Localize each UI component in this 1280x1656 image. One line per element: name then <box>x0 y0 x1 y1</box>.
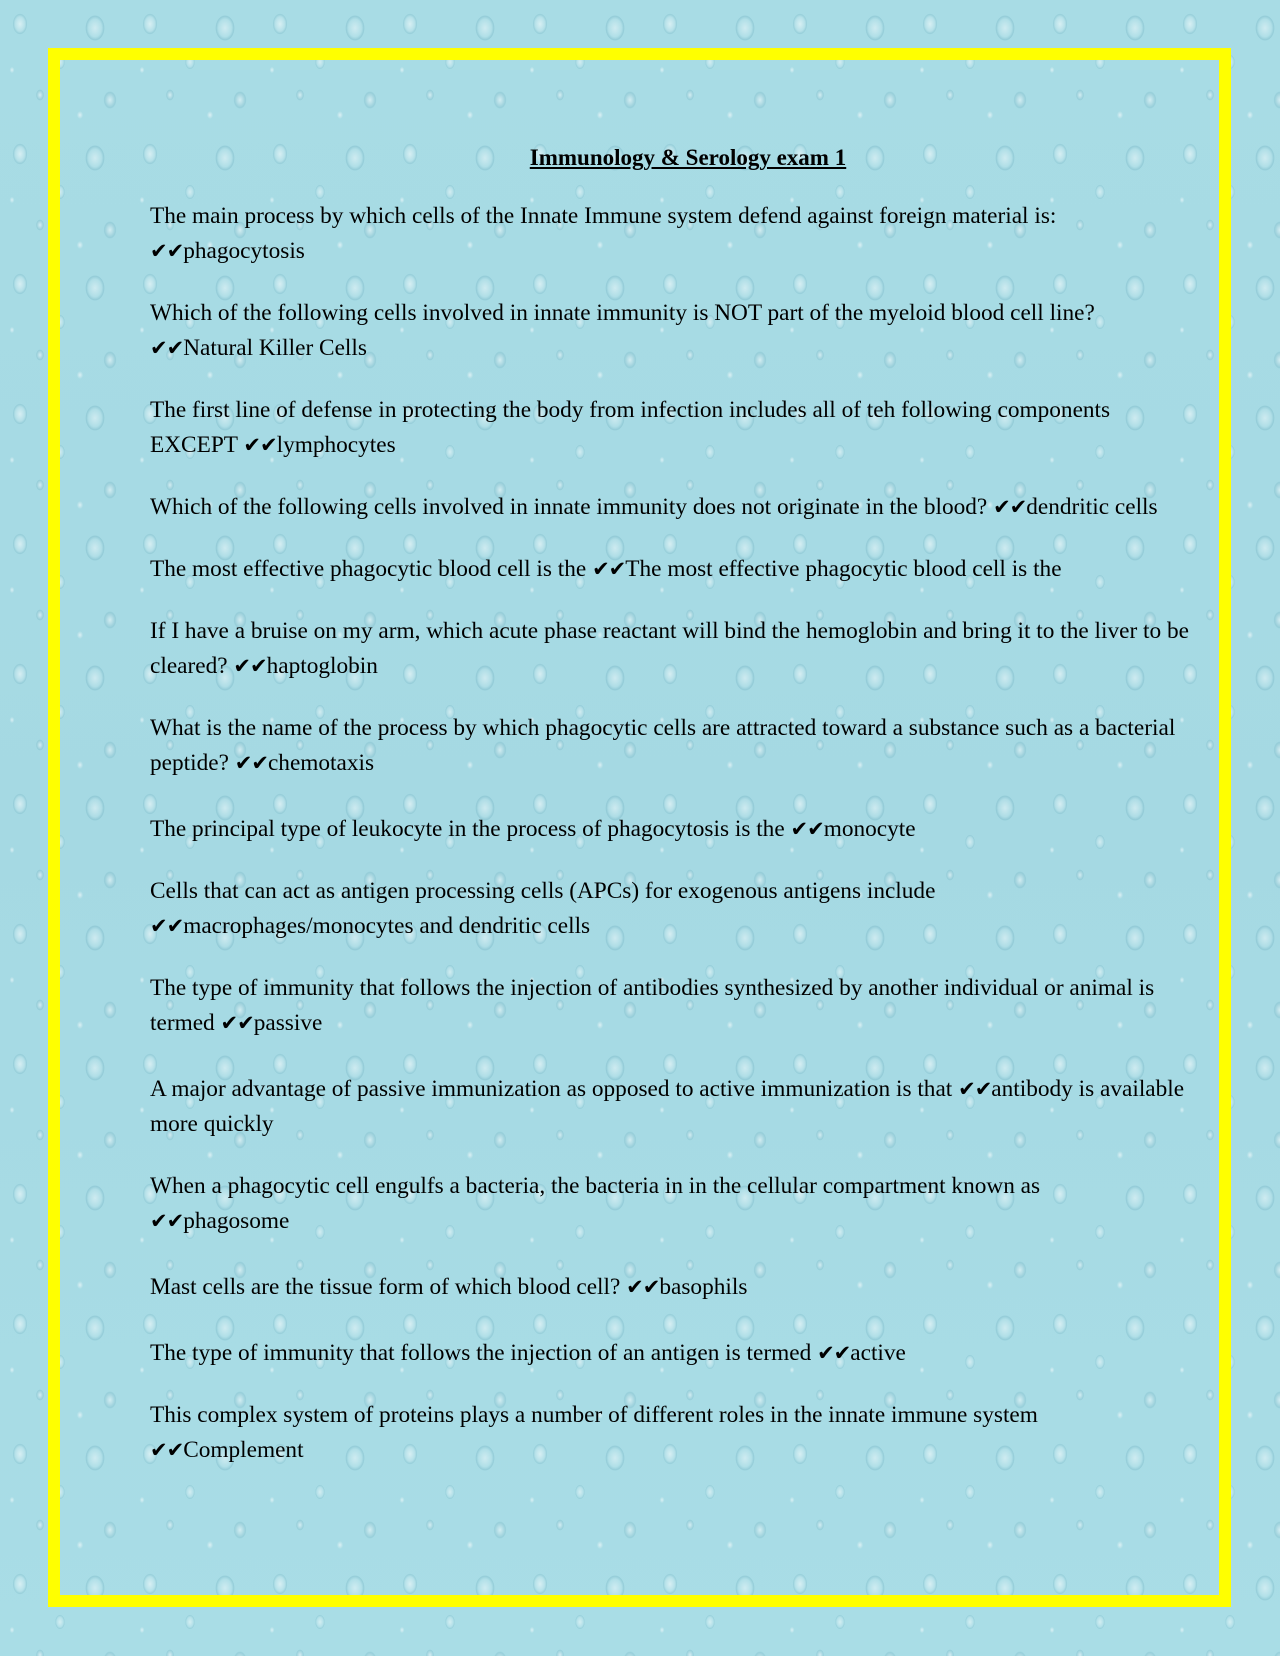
question-text: The type of immunity that follows the injection of an antigen is termed <box>150 1340 812 1366</box>
qa-item <box>150 199 1196 269</box>
answer-text: dendritic cells <box>1026 494 1158 520</box>
qa-item <box>150 971 1196 1041</box>
qa-item <box>150 711 1196 781</box>
document-title: Immunology & Serology exam 1 <box>529 145 847 170</box>
answer-text: The most effective phagocytic blood cell is the <box>625 556 1062 582</box>
qa-item <box>150 812 1196 847</box>
answer-text: chemotaxis <box>267 750 375 776</box>
qa-list <box>150 199 1196 1468</box>
answer-text: haptoglobin <box>266 653 378 679</box>
check-icon: ✔✔ <box>790 817 824 841</box>
answer-text: basophils <box>659 1274 748 1300</box>
question-text: What is the name of the process by which phagocytic cells are attracted toward a substance such as a bacterial peptide? <box>150 715 1176 776</box>
document-content <box>150 143 1196 1495</box>
answer-text: macrophages/monocytes and dendritic cells <box>183 913 591 939</box>
qa-item <box>150 1398 1196 1468</box>
qa-item <box>150 552 1196 587</box>
qa-item <box>150 490 1196 525</box>
check-icon: ✔✔ <box>234 751 268 775</box>
question-text: A major advantage of passive immunization as opposed to active immunization is that <box>150 1076 953 1102</box>
answer-text: Natural Killer Cells <box>183 335 367 361</box>
check-icon: ✔✔ <box>233 654 267 678</box>
qa-item <box>150 1169 1196 1239</box>
check-icon: ✔✔ <box>150 914 184 938</box>
check-icon: ✔✔ <box>150 1438 184 1462</box>
qa-item <box>150 1270 1196 1305</box>
answer-text: monocyte <box>823 816 916 842</box>
question-text: The main process by which cells of the Innate Immune system defend against foreign material is: <box>150 203 1057 229</box>
question-text: This complex system of proteins plays a number of different roles in the innate immune system <box>150 1402 1038 1428</box>
question-text: Cells that can act as antigen processing cells (APCs) for exogenous antigens include <box>150 878 936 904</box>
check-icon: ✔✔ <box>243 433 277 457</box>
check-icon: ✔✔ <box>150 239 184 263</box>
check-icon: ✔✔ <box>150 336 184 360</box>
check-icon: ✔✔ <box>993 495 1027 519</box>
check-icon: ✔✔ <box>817 1341 851 1365</box>
question-text: The most effective phagocytic blood cell is the <box>150 556 587 582</box>
qa-item <box>150 874 1196 944</box>
check-icon: ✔✔ <box>592 557 626 581</box>
answer-text: antibody is available more quickly <box>150 1076 1185 1137</box>
question-text: Mast cells are the tissue form of which blood cell? <box>150 1274 621 1300</box>
question-text: The principal type of leukocyte in the process of phagocytosis is the <box>150 816 785 842</box>
question-text: Which of the following cells involved in innate immunity does not originate in the blood? <box>150 494 988 520</box>
check-icon: ✔✔ <box>150 1209 184 1233</box>
qa-item <box>150 296 1196 366</box>
qa-item <box>150 393 1196 463</box>
question-text: When a phagocytic cell engulfs a bacteria, the bacteria in in the cellular compartment known as <box>150 1173 1041 1199</box>
answer-text: passive <box>253 1010 323 1036</box>
answer-text: lymphocytes <box>276 432 396 458</box>
question-text: Which of the following cells involved in innate immunity is NOT part of the myeloid blood cell line? <box>150 300 1095 326</box>
question-text: The type of immunity that follows the injection of antibodies synthesized by another individual or animal is termed <box>150 975 1155 1036</box>
check-icon: ✔✔ <box>958 1077 992 1101</box>
check-icon: ✔✔ <box>220 1011 254 1035</box>
answer-text: phagosome <box>183 1208 290 1234</box>
check-icon: ✔✔ <box>626 1275 660 1299</box>
qa-item <box>150 1336 1196 1371</box>
answer-text: phagocytosis <box>183 238 305 264</box>
qa-item <box>150 1072 1196 1142</box>
answer-text: Complement <box>183 1437 304 1463</box>
question-text: If I have a bruise on my arm, which acute phase reactant will bind the hemoglobin and bring it to the liver to be cleared? <box>150 618 1189 679</box>
qa-item <box>150 614 1196 684</box>
question-text: The first line of defense in protecting the body from infection includes all of teh following components EXCEPT <box>150 397 1111 458</box>
answer-text: active <box>850 1340 906 1366</box>
